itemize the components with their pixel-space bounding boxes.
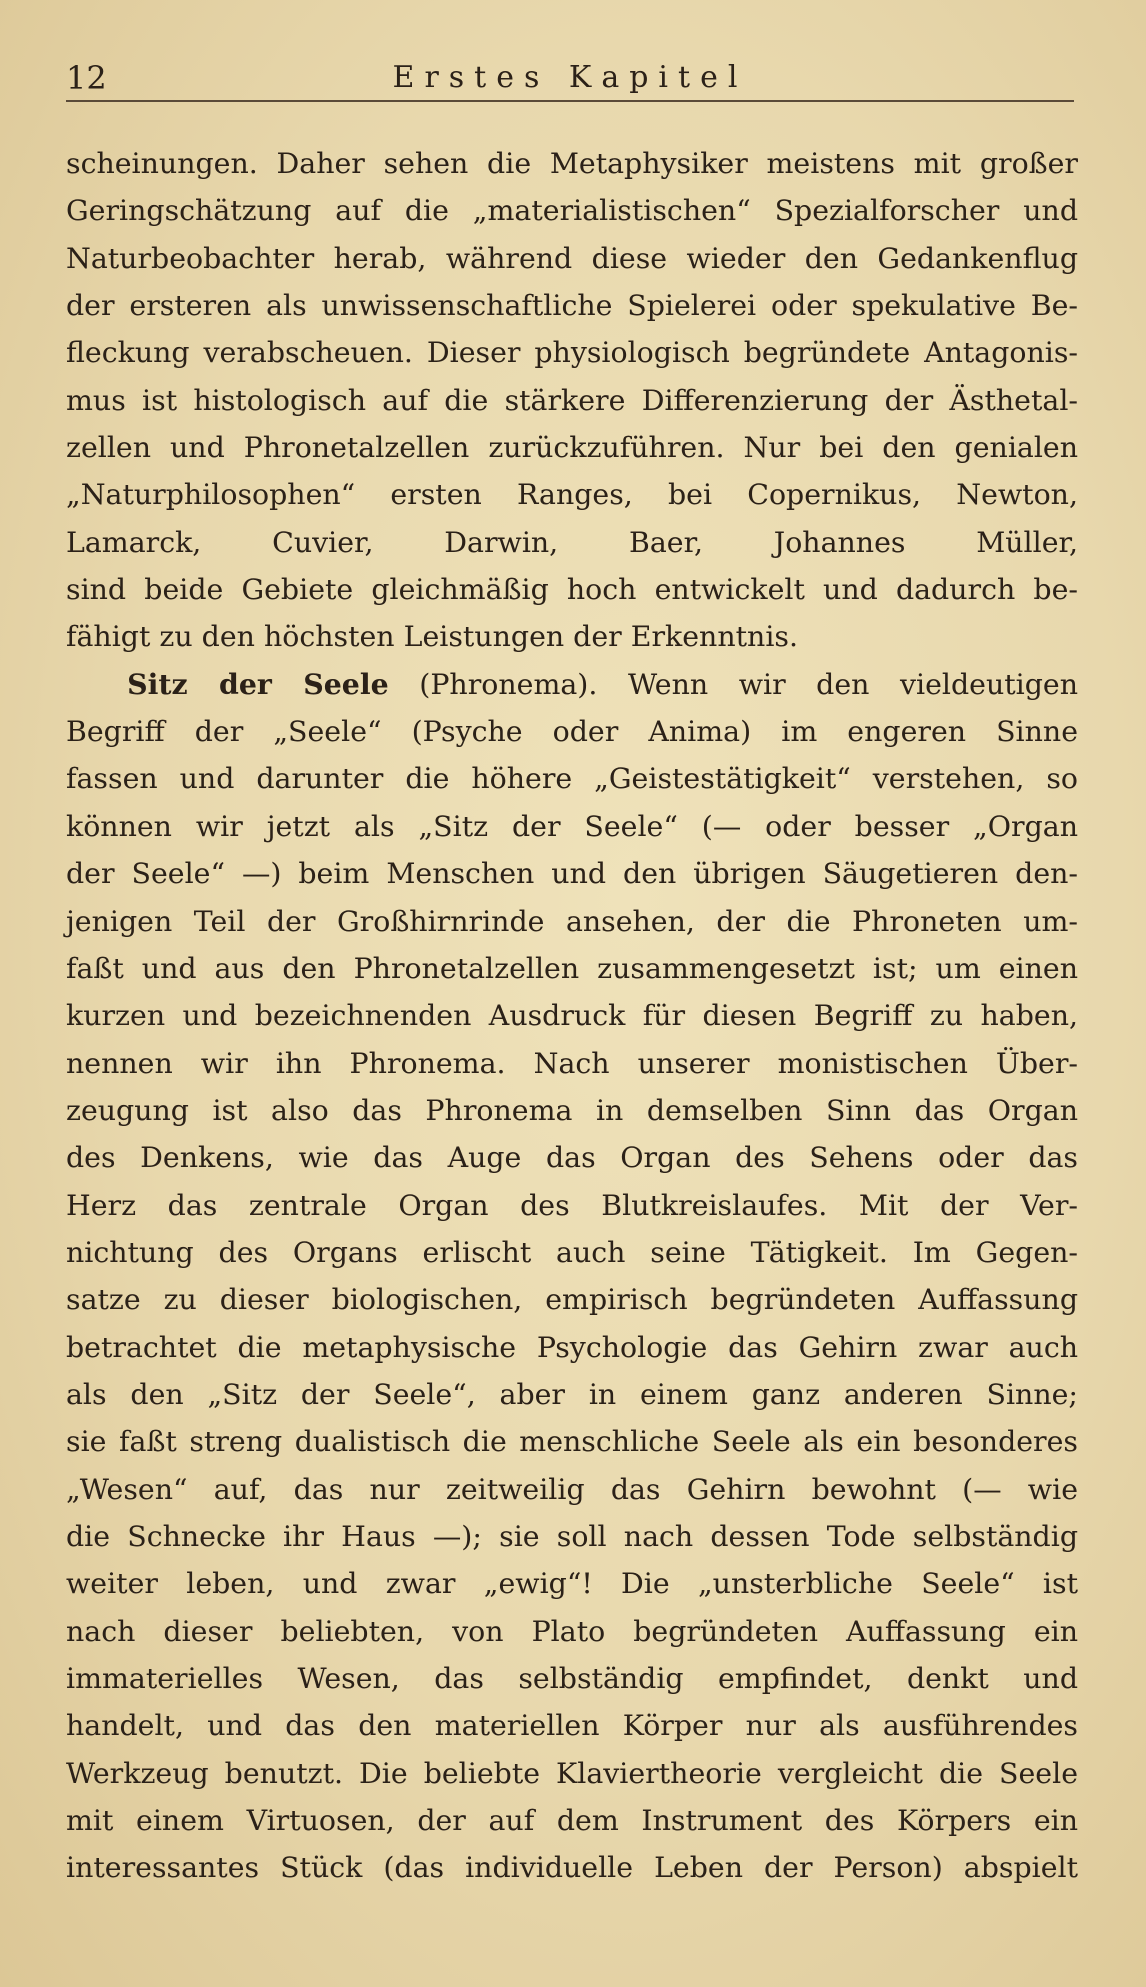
text-line: mit einem Virtuosen, der auf dem Instrument des Körpers ein xyxy=(66,1804,1078,1838)
text-line: Lamarck, Cuvier, Darwin, Baer, Johannes Müller, xyxy=(66,525,1078,559)
text-line: fleckung verabscheuen. Dieser physiologisch begründete Antagonis- xyxy=(66,336,1078,370)
text-line: zeugung ist also das Phronema in demselben Sinn das Organ xyxy=(66,1093,1078,1127)
text-line: zellen und Phronetalzellen zurückzuführen. Nur bei den genialen xyxy=(66,431,1078,465)
section-heading: Sitz der Seele xyxy=(127,666,389,701)
text-line: Herz das zentrale Organ des Blutkreislaufes. Mit der Ver- xyxy=(66,1188,1078,1222)
text-line: der Seele“ —) beim Menschen und den übrigen Säugetieren den- xyxy=(66,857,1078,891)
section-line: (Phronema). Wenn wir den vieldeutigen xyxy=(419,667,1078,701)
text-line: interessantes Stück (das individuelle Leben der Person) abspielt xyxy=(66,1851,1078,1885)
text-line: „Naturphilosophen“ ersten Ranges, bei Copernikus, Newton, xyxy=(66,478,1078,512)
text-line: nennen wir ihn Phronema. Nach unserer monistischen Über- xyxy=(66,1046,1078,1080)
page-number: 12 xyxy=(66,59,107,97)
text-line: die Schnecke ihr Haus —); sie soll nach dessen Tode selbständig xyxy=(66,1519,1078,1553)
text-line: weiter leben, und zwar „ewig“! Die „unsterbliche Seele“ ist xyxy=(66,1567,1078,1601)
text-line: sind beide Gebiete gleichmäßig hoch entwickelt und dadurch be- xyxy=(66,573,1078,607)
text-line: fähigt zu den höchsten Leistungen der Erkenntnis. xyxy=(66,620,798,654)
text-line: satze zu dieser biologischen, empirisch begründeten Auffassung xyxy=(66,1283,1078,1317)
text-line: faßt und aus den Phronetalzellen zusammengesetzt ist; um einen xyxy=(66,951,1078,985)
page-header xyxy=(66,56,1074,102)
section-first-line xyxy=(66,661,1078,708)
text-line: Werkzeug benutzt. Die beliebte Klaviertheorie vergleicht die Seele xyxy=(66,1756,1078,1790)
text-line: Naturbeobachter herab, während diese wieder den Gedankenflug xyxy=(66,241,1078,275)
text-line: jenigen Teil der Großhirnrinde ansehen, der die Phroneten um- xyxy=(66,904,1078,938)
text-line: Begriff der „Seele“ (Psyche oder Anima) im engeren Sinne xyxy=(66,715,1078,749)
text-line: betrachtet die metaphysische Psychologie das Gehirn zwar auch xyxy=(66,1330,1078,1364)
text-line: scheinungen. Daher sehen die Metaphysiker meistens mit großer xyxy=(66,147,1078,180)
text-line: des Denkens, wie das Auge das Organ des Sehens oder das xyxy=(66,1141,1078,1175)
text-line: sie faßt streng dualistisch die menschliche Seele als ein besonderes xyxy=(66,1425,1078,1459)
body-text xyxy=(66,140,1078,1892)
text-line: nach dieser beliebten, von Plato begründeten Auffassung ein xyxy=(66,1614,1078,1648)
text-line: können wir jetzt als „Sitz der Seele“ (— oder besser „Organ xyxy=(66,809,1078,843)
text-line: immaterielles Wesen, das selbständig empfindet, denkt und xyxy=(66,1662,1078,1695)
text-line: Geringschätzung auf die „materialistischen“ Spezialforscher und xyxy=(66,194,1078,228)
text-line: kurzen und bezeichnenden Ausdruck für diesen Begriff zu haben, xyxy=(66,999,1078,1033)
text-line: der ersteren als unwissenschaftliche Spielerei oder spekulative Be- xyxy=(66,289,1078,323)
text-line: nichtung des Organs erlischt auch seine Tätigkeit. Im Gegen- xyxy=(66,1235,1078,1269)
text-line: handelt, und das den materiellen Körper nur als ausführendes xyxy=(66,1709,1078,1743)
text-line: „Wesen“ auf, das nur zeitweilig das Gehirn bewohnt (— wie xyxy=(66,1472,1078,1506)
running-title: Erstes Kapitel xyxy=(392,60,748,95)
text-line: fassen und darunter die höhere „Geistestätigkeit“ verstehen, so xyxy=(66,762,1078,796)
text-line: als den „Sitz der Seele“, aber in einem ganz anderen Sinne; xyxy=(66,1377,1078,1411)
text-line: mus ist histologisch auf die stärkere Differenzierung der Ästhetal- xyxy=(66,383,1078,417)
